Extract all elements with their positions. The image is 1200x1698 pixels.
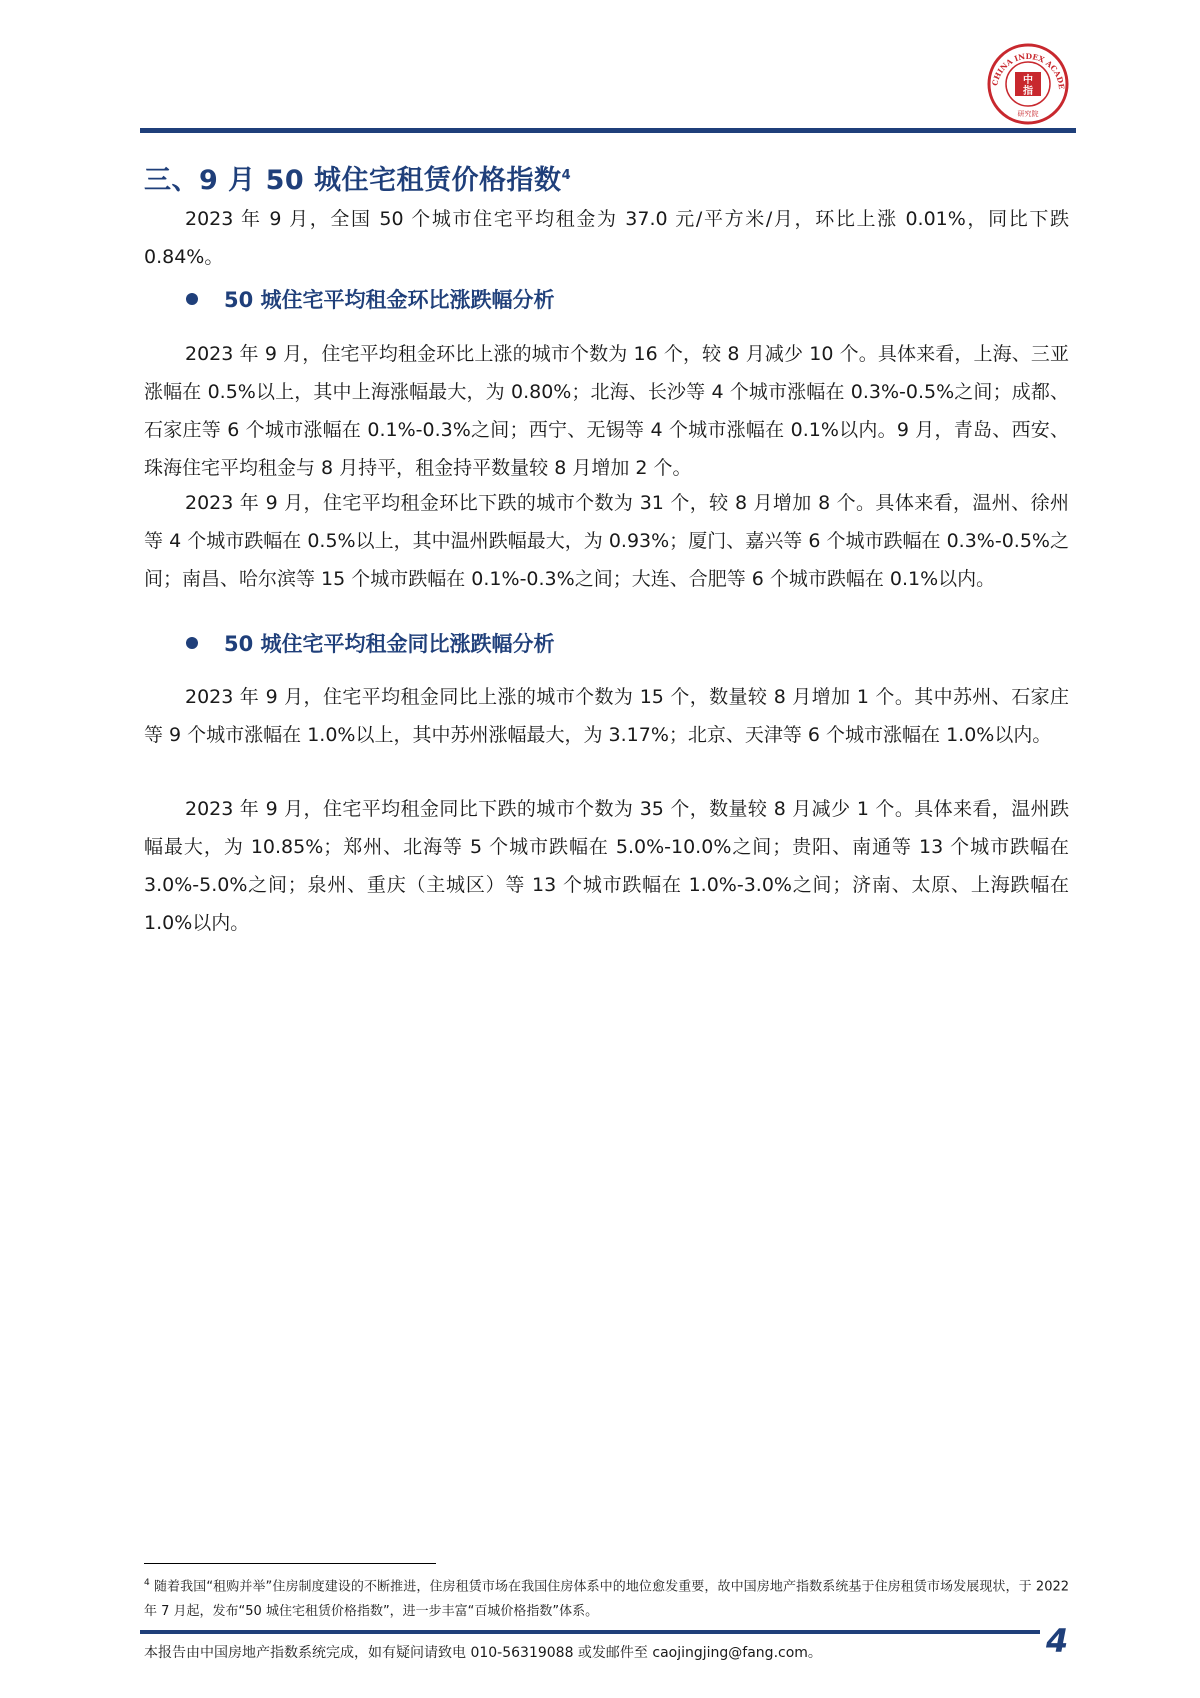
mom-fall-paragraph: 2023 年 9 月，住宅平均租金环比下跌的城市个数为 31 个，较 8 月增加 8 个。具体来看，温州、徐州等 4 个城市跌幅在 0.5%以上，其中温州跌幅最大，为 0.93%；厦门、嘉兴等 6 个城市跌幅在 0.3%-0.5%之间；南昌、哈尔滨等 15 个城市跌幅在 0.1%-0.3%之间；大连、合肥等 6 个城市跌幅在 0.1%以内。 [144, 492, 1069, 590]
page-number: 4 [1046, 1622, 1069, 1660]
footnote: $^4$ 随着我国“租购并举”住房制度建设的不断推进，住房租赁市场在我国住房体系中的地位愈发重要，故中国房地产指数系统基于住房租赁市场发展现状，于 2022 年 7 月起，发布“50 城住宅租赁价格指数”，进一步丰富“百城价格指数”体系。 [144, 1578, 1070, 1620]
header-rule [140, 128, 1076, 133]
subsection-heading-mom: 50 城住宅平均租金环比涨跌幅分析 [186, 284, 555, 314]
footnote-number: 4 [144, 1578, 150, 1588]
logo-bottom-text: 研究院 [1017, 110, 1039, 118]
china-index-academy-logo [978, 42, 1078, 126]
bullet-icon [186, 637, 198, 649]
svg-text:指: 指 [1023, 86, 1033, 97]
logo-center-text: 中 [1023, 75, 1033, 86]
footnote-ref: 4 [561, 168, 572, 183]
section-title: 三、9 月 50 城住宅租赁价格指数$^4$ [144, 165, 572, 196]
yoy-fall-paragraph: 2023 年 9 月，住宅平均租金同比下跌的城市个数为 35 个，数量较 8 月减少 1 个。具体来看，温州跌幅最大，为 10.85%；郑州、北海等 5 个城市跌幅在 5.0%-10.0%之间；贵阳、南通等 13 个城市跌幅在 3.0%-5.0%之间；泉州、重庆（主城区）等 13 个城市跌幅在 1.0%-3.0%之间；济南、太原、上海跌幅在 1.0%以内。 [144, 798, 1069, 934]
subsection-heading-yoy: 50 城住宅平均租金同比涨跌幅分析 [186, 628, 555, 658]
logo-english-text: CHINA INDEX ACADE [990, 51, 1067, 90]
footer-contact-text: 本报告由中国房地产指数系统完成，如有疑问请致电 010-56319088 或发邮件至 caojingjing@fang.com。 [144, 1645, 822, 1661]
intro-paragraph: 2023 年 9 月，全国 50 个城市住宅平均租金为 37.0 元/平方米/月，环比上涨 0.01%，同比下跌 0.84%。 [144, 208, 1069, 268]
footer-rule [140, 1630, 1040, 1634]
mom-rise-paragraph: 2023 年 9 月，住宅平均租金环比上涨的城市个数为 16 个，较 8 月减少 10 个。具体来看，上海、三亚涨幅在 0.5%以上，其中上海涨幅最大，为 0.80%；北海、长沙等 4 个城市涨幅在 0.3%-0.5%之间；成都、石家庄等 6 个城市涨幅在 0.1%-0.3%之间；西宁、无锡等 4 个城市涨幅在 0.1%以内。9 月，青岛、西安、珠海住宅平均租金与 8 月持平，租金持平数量较 8 月增加 2 个。 [144, 343, 1069, 479]
footnote-rule [144, 1563, 436, 1564]
yoy-rise-paragraph: 2023 年 9 月，住宅平均租金同比上涨的城市个数为 15 个，数量较 8 月增加 1 个。其中苏州、石家庄等 9 个城市涨幅在 1.0%以上，其中苏州涨幅最大，为 3.17%；北京、天津等 6 个城市涨幅在 1.0%以内。 [144, 686, 1069, 746]
bullet-icon [186, 293, 198, 305]
